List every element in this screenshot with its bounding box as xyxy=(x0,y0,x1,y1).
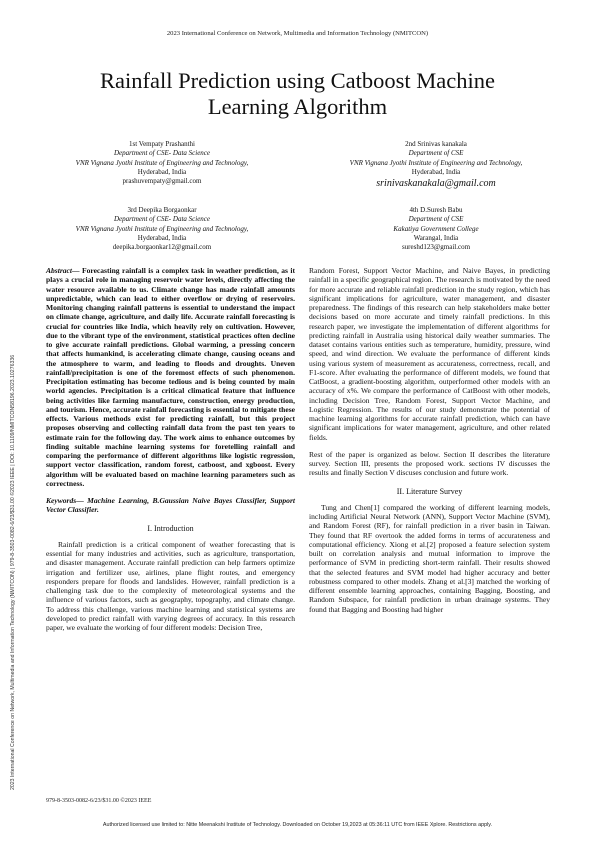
section-heading-introduction: I. Introduction xyxy=(147,523,194,533)
author-institution: VNR Vignana Jyothi Institute of Engineering and Technology, xyxy=(75,158,249,167)
author-email[interactable]: sureshd123@gmail.com xyxy=(401,243,471,252)
side-doi-strip xyxy=(0,150,20,790)
author-department: Department of CSE- Data Science xyxy=(113,215,211,224)
author-department: Department of CSE- Data Science xyxy=(113,149,211,158)
conference-header: 2023 International Conference on Network, Multimedia and Information Technology (NMITCON) xyxy=(166,30,429,37)
side-doi-text: 2023 International Conference on Network, Multimedia and Information Technology (NMITCON) | 979-8-3503-0082-6/23/$31.00 ©2023 IEEE | DOI: 10.1109/NMITCON58196.2023.10276336 xyxy=(10,354,16,790)
abstract xyxy=(46,266,295,488)
author-department: Department of CSE xyxy=(408,149,464,158)
author-name: 3rd Deepika Borgaonkar xyxy=(127,206,197,214)
author-city: Warangal, India xyxy=(413,233,459,242)
author-city: Hyderabad, India xyxy=(137,167,187,176)
literature-paragraph: Tung and Chen[1] compared the working of different learning models, including Artificial Neural Network (ANN), Support Vector Machine (SVM), and Random Forest (RF), for rainfall prediction in a river basin in Taiwan. They found that RF overtook the added forms in terms of accurateness and computational efficiency. Xiong et al.[2] proposed a feature selection system built on correlation analysis and mutual information to improve the performance of SVM in predicting short-term rainfall. Their results showed that the selected features and SVM model had higher accuracy and better robustness compared to other models. Zhang et al.[3] matched the working of different ensemble learning approaches, containing Bagging, Boosting, and Random Subspace, for rainfall prediction in urban drainage systems. They found that Bagging and Boosting had higher xyxy=(309,502,550,614)
author-block-2 xyxy=(312,140,560,190)
author-block-4 xyxy=(312,206,560,252)
title-line-2: Learning Algorithm xyxy=(207,94,388,119)
author-block-1 xyxy=(42,140,282,186)
license-notice: Authorized licensed use limited to: Nitte Meenakshi Institute of Technology. Downloaded on October 19,2023 at 05:36:11 UTC from IEEE Xplore. Restrictions apply. xyxy=(102,822,493,828)
author-institution: VNR Vignana Jyothi Institute of Engineering and Technology, xyxy=(349,158,523,167)
keywords: Keywords— Machine Learning, B.Gaussian Naive Bayes Classifier, Support Vector Classifier. xyxy=(46,496,295,515)
author-email[interactable]: srinivaskanakala@gmail.com xyxy=(376,178,496,190)
author-institution: VNR Vignana Jyothi Institute of Engineering and Technology, xyxy=(75,224,249,233)
section-heading-literature: II. Literature Survey xyxy=(396,486,463,496)
author-city: Hyderabad, India xyxy=(411,167,461,176)
title-line-1: Rainfall Prediction using Catboost Machine xyxy=(100,68,495,93)
author-name: 1st Vempaty Prashanthi xyxy=(129,140,195,148)
author-name: 2nd Srinivas kanakala xyxy=(405,140,467,148)
right-column xyxy=(309,266,550,614)
abstract-lead: Abstract— xyxy=(46,266,80,275)
right-paragraph-2: Rest of the paper is organized as below. Section II describes the literature survey. Section III, presents the proposed work. sections IV discusses the results and finally Section V discuses conclusion and future work. xyxy=(309,449,550,478)
author-city: Hyderabad, India xyxy=(137,233,187,242)
author-email[interactable]: prashuvempaty@gmail.com xyxy=(122,177,202,186)
intro-paragraph: Rainfall prediction is a critical component of weather forecasting that is essential for many industries and activities, such as agriculture, transportation, and disaster management. Accurate rainfall prediction can help farmers optimize irrigation and fertilizer use, airlines, plane flight routes, and emergency responders prepare for floods and landslides. However, rainfall prediction is a challenging task due to the complexity of meteorological systems and the influence of various factors, such as geography, topography, and climate change. To address this challenge, various machine learning and statistical systems are developed to predict rainfall with varying degrees of accuracy. In this research paper, we evaluate the working of four different models: Decision Tree, xyxy=(46,539,295,632)
left-column xyxy=(46,266,295,632)
right-paragraph-1: Random Forest, Support Vector Machine, and Naive Bayes, in predicting rainfall in a specific geographical region. The research is motivated by the need for more accurate and reliable rainfall prediction in the study region, which has significant implications for agriculture, water management, and disaster preparedness. The findings of this research can help stakeholders make better decisions based on more accurate and timely rainfall predictions. In this research paper, we investigate the implementation of different algorithms for predicting rainfall in Australia using historical daily weather summaries. The dataset contains various entities such as temperature, humidity, pressure, wind speed, and wind direction. We evaluate the performance of different kinds using various system of measurement as accurateness, correctness, recall, and F1-score. After evaluating the performance of different models, we found that CatBoost, a gradient-boosting algorithm, outperformed other models with an accuracy of x%. We compare the performance of CatBoost with other models, including Decision Tree, Random Forest, Support Vector Machine, and Logistic Regression. The results of our study demonstrate the potential of machine learning algorithms for accurate rainfall prediction, which can have significant implications for water management, agriculture, and other related fields. xyxy=(309,266,550,442)
author-email[interactable]: deepika.borgaonkar12@gmail.com xyxy=(112,243,212,252)
author-department: Department of CSE xyxy=(408,215,464,224)
author-institution: Kakatiya Government College xyxy=(393,224,479,233)
author-name: 4th D.Suresh Babu xyxy=(409,206,463,214)
abstract-body: Forecasting rainfall is a complex task in weather prediction, as it plays a crucial role in managing reservoir water levels, directly affecting the water resource available to us. Climate change has made rainfall amounts unpredictable, which can lead to either overflow or drying of reservoirs. Monitoring changing rainfall patterns is essential to understand the impact on climate change, agriculture, and daily life. Accurate rainfall forecasting is crucial for countries like India, which heavily rely on cultivation. However, due to the vibrant type of the environment, statistical practices often decline to give accurate rainfall predictions. Global warming, a pressing concern that affects humankind, is accelerating climate change, causing oceans and the atmosphere to warm, and leading to floods and droughts. Uneven rainfall/precipitation is one of the foremost effects of such phenomenon. Precipitation estimating has become tedious and is being counted by main world agencies. Precipitation is a critical climatical feature that influence being activities like farming manufacture, construction, energy production, and tourism. Hence, accurate rainfall forecasting is essential to mitigate these effects. Various methods exist for predicting rainfall, but this project proposes observing and collecting rainfall data from the past ten years to estimate rain for the following day. The work aims to enhance outcomes by finding suitable machine learning systems for foretelling rainfall and comparing the performance of different algorithms like logistic regression, support vector classification, random forest, catboost, and xgboost. Every algorithm will be evaluated based on machine learning parameters such as correctness. xyxy=(46,266,295,488)
paper-title xyxy=(60,68,535,120)
copyright-id: 979-8-3503-0082-6/23/$31.00 ©2023 IEEE xyxy=(46,798,152,804)
author-block-3 xyxy=(42,206,282,252)
